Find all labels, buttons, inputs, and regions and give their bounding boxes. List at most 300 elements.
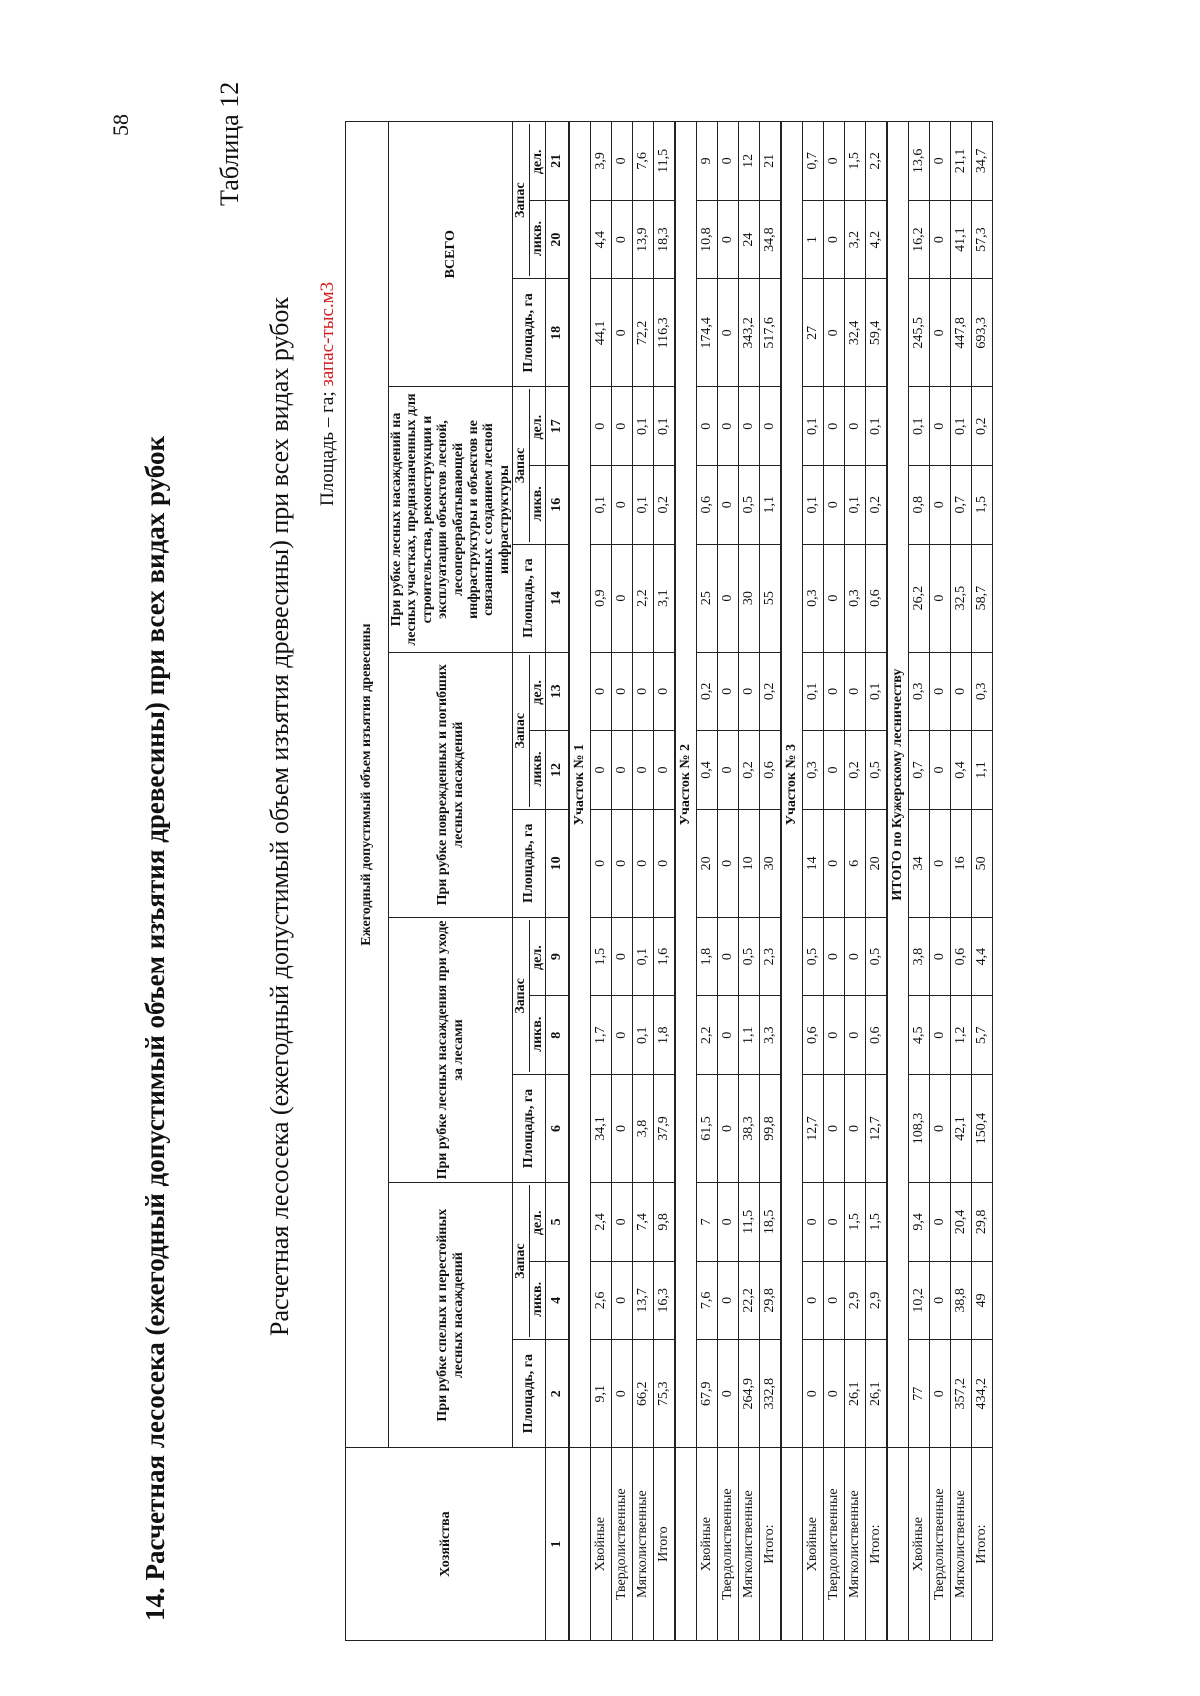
value-cell: 0,5 [738,466,759,545]
value-cell: 1,1 [759,466,780,545]
column-number: 10 [545,809,568,917]
value-cell: 20,4 [950,1183,971,1262]
value-cell: 0 [759,387,780,466]
value-cell: 1,1 [738,996,759,1075]
value-cell: 0 [653,652,674,731]
value-cell: 11,5 [738,1183,759,1262]
value-cell: 0 [590,387,611,466]
value-cell: 0 [823,1074,844,1182]
value-cell: 41,1 [950,200,971,279]
value-cell: 245,5 [908,279,929,387]
section-blank-cell [675,1448,696,1641]
value-cell: 0 [717,1340,738,1448]
value-cell: 4,2 [865,200,886,279]
row-name: Итого [653,1448,674,1641]
row-name: Мягколиственные [844,1448,865,1641]
value-cell: 0 [653,809,674,917]
value-cell: 0,3 [802,731,823,810]
value-cell: 0,1 [802,652,823,731]
table-row [696,122,717,1641]
value-cell: 10,2 [908,1261,929,1340]
group-header-care: При рубке лесных насаждения при уходе за лесами [389,917,513,1182]
column-number: 2 [545,1340,568,1448]
stock-label: Запас [513,920,529,1072]
value-cell: 0 [823,1340,844,1448]
value-cell: 1,8 [696,917,717,996]
value-cell: 0 [823,122,844,201]
column-number: 20 [545,200,568,279]
value-cell: 0 [929,122,950,201]
row-name: Мягколиственные [738,1448,759,1641]
section-title: Участок № 3 [781,122,802,1448]
column-number: 14 [545,544,568,652]
value-cell: 50 [971,809,992,917]
table-row [632,122,653,1641]
value-cell: 55 [759,544,780,652]
value-cell: 0 [717,996,738,1075]
value-cell: 57,3 [971,200,992,279]
value-cell: 0,1 [802,466,823,545]
value-cell: 0,4 [950,731,971,810]
row-name: Мягколиственные [950,1448,971,1641]
value-cell: 693,3 [971,279,992,387]
group-header-infrastructure: При рубке лесных насаждений на лесных участках, предназначенных для строительства, реконструкции и эксплуатации объектов лесной, лесоперерабатывающей инфраструктуры и объектов не связанных с созданием лесной инфраструктуры [389,387,513,652]
value-cell: 0,2 [696,652,717,731]
value-cell: 0 [611,466,632,545]
value-cell: 1,5 [971,466,992,545]
value-cell: 1,5 [844,1183,865,1262]
value-cell: 12,7 [865,1074,886,1182]
value-cell: 0,1 [865,652,886,731]
value-cell: 0 [632,731,653,810]
value-cell: 13,6 [908,122,929,201]
value-cell: 0 [717,652,738,731]
units-stock: запас-тыс.м3 [317,281,338,387]
value-cell: 2,6 [590,1261,611,1340]
harvest-table [345,121,993,1641]
stock-subcols [530,124,545,276]
value-cell: 0 [611,996,632,1075]
value-cell: 2,9 [844,1261,865,1340]
value-cell: 7 [696,1183,717,1262]
column-number: 9 [545,917,568,996]
value-cell: 0 [717,1183,738,1262]
row-name: Хвойные [696,1448,717,1641]
section-blank-cell [781,1448,802,1641]
value-cell: 0 [823,1261,844,1340]
column-number-row [545,122,568,1641]
value-cell: 0 [823,809,844,917]
business-label: дел. [529,945,545,970]
value-cell: 0 [717,466,738,545]
value-cell: 7,6 [632,122,653,201]
value-cell: 10,8 [696,200,717,279]
value-cell: 21 [759,122,780,201]
value-cell: 3,9 [590,122,611,201]
value-cell: 2,3 [759,917,780,996]
value-cell: 0 [844,1074,865,1182]
value-cell: 0,1 [590,466,611,545]
area-header: Площадь, га [513,544,546,652]
value-cell: 0,6 [950,917,971,996]
value-cell: 12 [738,122,759,201]
stock-header [513,652,546,809]
value-cell: 9,1 [590,1340,611,1448]
value-cell: 7,6 [696,1261,717,1340]
value-cell: 10 [738,809,759,917]
value-cell: 7,4 [632,1183,653,1262]
value-cell: 0,9 [590,544,611,652]
section-title-row [887,122,908,1641]
value-cell: 44,1 [590,279,611,387]
units-area: Площадь – га; [317,391,338,506]
units-note [317,282,339,506]
value-cell: 0 [611,917,632,996]
row-name: Твердолиственные [611,1448,632,1641]
area-header: Площадь, га [513,1074,546,1182]
table-row [823,122,844,1641]
value-cell: 0 [929,731,950,810]
value-cell: 0 [802,1261,823,1340]
section-title-row [569,122,590,1641]
value-cell: 0 [823,200,844,279]
value-cell: 0 [823,1183,844,1262]
value-cell: 0,6 [865,544,886,652]
column-number: 8 [545,996,568,1075]
value-cell: 0,6 [865,996,886,1075]
value-cell: 6 [844,809,865,917]
section-title: Участок № 2 [675,122,696,1448]
table-row [929,122,950,1641]
value-cell: 2,2 [632,544,653,652]
value-cell: 34,7 [971,122,992,201]
value-cell: 0 [717,731,738,810]
value-cell: 0 [929,200,950,279]
value-cell: 0 [929,996,950,1075]
value-cell: 77 [908,1340,929,1448]
value-cell: 264,9 [738,1340,759,1448]
table-row [844,122,865,1641]
value-cell: 0 [590,809,611,917]
value-cell: 1 [802,200,823,279]
table-row [865,122,886,1641]
value-cell: 0 [929,917,950,996]
value-cell: 0 [823,652,844,731]
owner-header: Хозяйства [346,1448,546,1641]
value-cell: 4,4 [971,917,992,996]
value-cell: 29,8 [759,1261,780,1340]
value-cell: 34,1 [590,1074,611,1182]
value-cell: 72,2 [632,279,653,387]
value-cell: 66,2 [632,1340,653,1448]
value-cell: 0 [929,1340,950,1448]
value-cell: 0 [611,809,632,917]
value-cell: 0,6 [802,996,823,1075]
value-cell: 3,8 [632,1074,653,1182]
value-cell: 0 [738,387,759,466]
table-row [717,122,738,1641]
stock-subcols [530,1185,545,1337]
group-header-mature: При рубке спелых и перестойных лесных насаждений [389,1183,513,1448]
table-row [738,122,759,1641]
value-cell: 0 [611,1261,632,1340]
section-title: ИТОГО по Кужерскому лесничеству [887,122,908,1448]
value-cell: 61,5 [696,1074,717,1182]
value-cell: 0,3 [844,544,865,652]
value-cell: 38,8 [950,1261,971,1340]
column-number: 5 [545,1183,568,1262]
value-cell: 34 [908,809,929,917]
value-cell: 434,2 [971,1340,992,1448]
value-cell: 0 [590,731,611,810]
value-cell: 108,3 [908,1074,929,1182]
value-cell: 30 [738,544,759,652]
liquid-label: ликв. [530,1261,545,1338]
value-cell: 0,1 [865,387,886,466]
value-cell: 0,1 [632,917,653,996]
subheader-row [513,122,546,1641]
section-title: Участок № 1 [569,122,590,1448]
value-cell: 343,2 [738,279,759,387]
value-cell: 22,2 [738,1261,759,1340]
value-cell: 0 [823,544,844,652]
table-row [759,122,780,1641]
value-cell: 0,7 [908,731,929,810]
value-cell: 0 [717,917,738,996]
value-cell: 0,1 [802,387,823,466]
table-subtitle: Расчетная лесосека (ежегодный допустимый объем изъятия древесины) при всех видах рубок [265,297,294,1336]
value-cell: 9,8 [653,1183,674,1262]
area-header: Площадь, га [513,1340,546,1448]
column-number: 6 [545,1074,568,1182]
row-name: Хвойные [590,1448,611,1641]
value-cell: 0 [929,544,950,652]
value-cell: 0 [823,387,844,466]
row-name: Итого: [971,1448,992,1641]
value-cell: 1,2 [950,996,971,1075]
value-cell: 0,1 [653,387,674,466]
business-label: дел. [529,1210,545,1236]
value-cell: 0,4 [696,731,717,810]
value-cell: 18,5 [759,1183,780,1262]
value-cell: 0,1 [632,996,653,1075]
value-cell: 4,5 [908,996,929,1075]
column-number: 18 [545,279,568,387]
value-cell: 0 [823,731,844,810]
stock-header [513,917,546,1074]
value-cell: 0 [653,731,674,810]
value-cell: 34,8 [759,200,780,279]
section-heading: 14. Расчетная лесосека (ежегодный допустимый объем изъятия древесины) при всех видах рубок [140,435,170,1621]
value-cell: 332,8 [759,1340,780,1448]
value-cell: 12,7 [802,1074,823,1182]
liquid-label: ликв. [530,465,545,542]
value-cell: 0,3 [971,652,992,731]
value-cell: 24 [738,200,759,279]
section-blank-cell [569,1448,590,1641]
value-cell: 1,5 [865,1183,886,1262]
column-number: 13 [545,652,568,731]
value-cell: 0 [717,1261,738,1340]
value-cell: 18,3 [653,200,674,279]
value-cell: 0 [950,652,971,731]
value-cell: 0 [823,279,844,387]
column-number: 17 [545,387,568,466]
table-row [971,122,992,1641]
value-cell: 1,5 [590,917,611,996]
value-cell: 0,2 [971,387,992,466]
value-cell: 0 [929,387,950,466]
value-cell: 0 [929,809,950,917]
value-cell: 4,4 [590,200,611,279]
value-cell: 150,4 [971,1074,992,1182]
liquid-label: ликв. [530,200,545,277]
value-cell: 0,5 [865,917,886,996]
value-cell: 0,5 [865,731,886,810]
stock-label: Запас [513,1185,529,1337]
value-cell: 75,3 [653,1340,674,1448]
value-cell: 2,9 [865,1261,886,1340]
value-cell: 0,1 [950,387,971,466]
group-header-total: ВСЕГО [389,122,513,387]
value-cell: 0,3 [908,652,929,731]
table-label: Таблица 12 [215,81,244,206]
value-cell: 25 [696,544,717,652]
row-name: Итого: [865,1448,886,1641]
stock-label: Запас [513,124,529,276]
value-cell: 32,4 [844,279,865,387]
value-cell: 16,3 [653,1261,674,1340]
value-cell: 26,1 [865,1340,886,1448]
value-cell: 20 [865,809,886,917]
value-cell: 0 [611,200,632,279]
table-row [950,122,971,1641]
value-cell: 0,8 [908,466,929,545]
value-cell: 0 [696,387,717,466]
value-cell: 0 [823,996,844,1075]
liquid-label: ликв. [530,995,545,1072]
column-number: 16 [545,466,568,545]
value-cell: 16,2 [908,200,929,279]
table-body [568,122,992,1641]
value-cell: 0 [823,917,844,996]
value-cell: 0,1 [908,387,929,466]
area-header: Площадь, га [513,279,546,387]
value-cell: 14 [802,809,823,917]
area-header: Площадь, га [513,809,546,917]
business-label: дел. [529,414,545,440]
value-cell: 0 [802,1340,823,1448]
liquid-label: ликв. [530,730,545,807]
value-cell: 20 [696,809,717,917]
value-cell: 30 [759,809,780,917]
value-cell: 0 [929,1261,950,1340]
value-cell: 0 [611,279,632,387]
value-cell: 9,4 [908,1183,929,1262]
stock-header [513,387,546,544]
page-number: 58 [108,114,133,136]
value-cell: 0 [611,731,632,810]
value-cell: 32,5 [950,544,971,652]
table-row [802,122,823,1641]
value-cell: 0 [611,544,632,652]
value-cell: 447,8 [950,279,971,387]
value-cell: 3,2 [844,200,865,279]
value-cell: 0 [738,652,759,731]
value-cell: 0,3 [802,544,823,652]
value-cell: 0 [929,279,950,387]
value-cell: 27 [802,279,823,387]
row-name: Твердолиственные [717,1448,738,1641]
stock-label: Запас [513,389,529,541]
value-cell: 0 [844,917,865,996]
value-cell: 3,8 [908,917,929,996]
business-label: дел. [529,149,545,175]
value-cell: 0,1 [844,466,865,545]
value-cell: 174,4 [696,279,717,387]
column-number: 1 [545,1448,568,1641]
value-cell: 0,7 [802,122,823,201]
value-cell: 26,1 [844,1340,865,1448]
row-name: Хвойные [802,1448,823,1641]
table-row [590,122,611,1641]
value-cell: 0,1 [632,387,653,466]
stock-header [513,122,546,279]
value-cell: 0 [611,387,632,466]
value-cell: 0,5 [738,917,759,996]
stock-header [513,1183,546,1340]
value-cell: 0 [823,466,844,545]
value-cell: 0 [717,387,738,466]
table-row [611,122,632,1641]
value-cell: 9 [696,122,717,201]
value-cell: 0 [717,279,738,387]
value-cell: 517,6 [759,279,780,387]
value-cell: 16 [950,809,971,917]
stock-subcols [530,920,545,1072]
value-cell: 2,4 [590,1183,611,1262]
value-cell: 0,2 [844,731,865,810]
value-cell: 49 [971,1261,992,1340]
value-cell: 0,6 [759,731,780,810]
value-cell: 58,7 [971,544,992,652]
value-cell: 1,6 [653,917,674,996]
value-cell: 1,1 [971,731,992,810]
column-number: 21 [545,122,568,201]
value-cell: 0 [717,200,738,279]
row-name: Хвойные [908,1448,929,1641]
value-cell: 0 [590,652,611,731]
value-cell: 29,8 [971,1183,992,1262]
value-cell: 3,1 [653,544,674,652]
value-cell: 0 [611,1183,632,1262]
value-cell: 5,7 [971,996,992,1075]
value-cell: 67,9 [696,1340,717,1448]
value-cell: 116,3 [653,279,674,387]
stock-subcols [530,389,545,541]
section-title-row [675,122,696,1641]
value-cell: 38,3 [738,1074,759,1182]
column-number: 12 [545,731,568,810]
row-name: Твердолиственные [929,1448,950,1641]
section-title-row [781,122,802,1641]
value-cell: 0,5 [802,917,823,996]
value-cell: 0,2 [865,466,886,545]
value-cell: 0 [844,996,865,1075]
column-number: 4 [545,1261,568,1340]
value-cell: 0 [632,809,653,917]
table-row [653,122,674,1641]
